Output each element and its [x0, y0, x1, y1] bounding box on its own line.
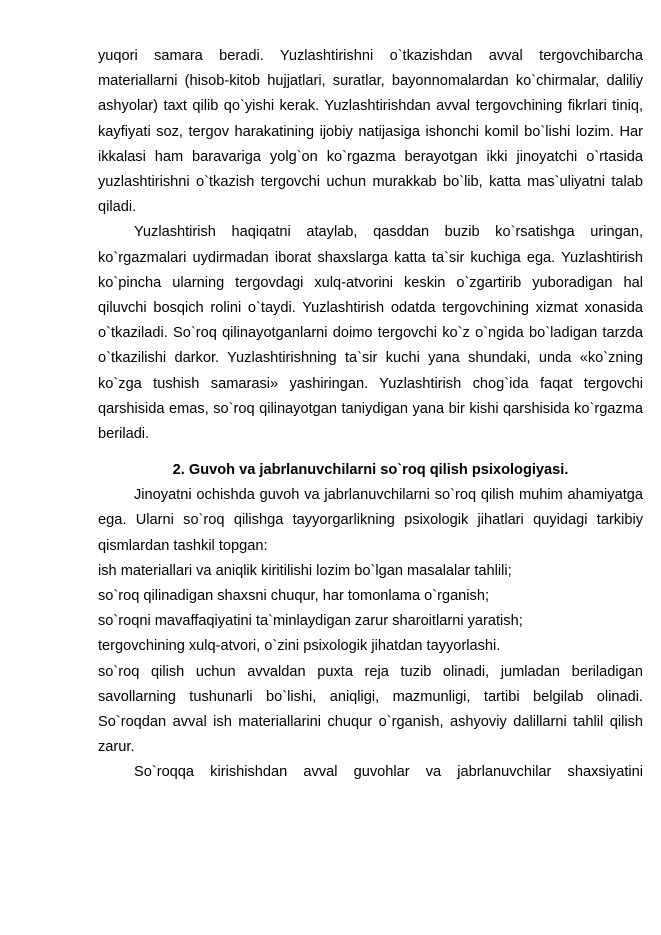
- paragraph-5: So`roqqa kirishishdan avval guvohlar va jabrlanuvchilar shaxsiyatini: [134, 764, 643, 781]
- paragraph-3: Jinoyatni ochishda guvoh va jabrlanuvchilarni so`roq qilish muhim ahamiyatga ega. Ularni so`roq qilishga tayyorgarlikning psixologik jihatlari quyidagi tarkibiy qismlardan tashkil topgan:: [98, 487, 643, 554]
- list-item-4: tergovchining xulq-atvori, o`zini psixologik jihatdan tayyorlashi.: [98, 638, 501, 655]
- paragraph-1: yuqori samara beradi. Yuzlashtirishni o`tkazishdan avval tergovchibarcha materiallarni (hisob-kitob hujjatlari, suratlar, bayonnomalardan ko`chirmalar, daliliy ashyolar) taxt qilib qo`yishi kerak. Yuzlashtirishdan avval tergovchining fikrlari tiniq, kayfiyati soz, tergov harakatining ijobiy natijasiga ishonchi komil bo`lishi lozim. Har ikkalasi ham baravariga yolg`on ko`rgazma berayotgan ikki jinoyatchi o`rtasida yuzlashtirishni o`tkazish tergovchi uchun murakkab bo`lib, katta mas`uliyatni talab qiladi.: [98, 48, 643, 216]
- paragraph-2: Yuzlashtirish haqiqatni ataylab, qasddan buzib ko`rsatishga uringan, ko`rgazmalari uydirmadan iborat shaxslarga katta ta`sir kuchiga ega. Yuzlashtirish ko`pincha ularning tergovdagi xulq-atvorini keskin o`zgartirib yuboradigan hal qiluvchi bosqich rolini o`taydi. Yuzlashtirish odatda tergovchining xizmat xonasida o`tkaziladi. So`roq qilinayotganlarni doimo tergovchi ko`z o`ngida bo`ladigan tarzda o`tkazilishi darkor. Yuzlashtirishning ta`sir kuchi yana shundaki, unda «ko`zning ko`zga tushish samarasi» yashiringan. Yuzlashtirish chog`ida faqat tergovchi qarshisida emas, so`roq qilinayotgan taniydigan yana bir kishi qarshisida ko`rgazma beriladi.: [98, 224, 643, 443]
- section-heading: 2. Guvoh va jabrlanuvchilarni so`roq qilish psixologiyasi.: [172, 462, 569, 479]
- list-item-1: ish materiallari va aniqlik kiritilishi lozim bo`lgan masalalar tahlili;: [98, 562, 512, 579]
- list-item-2: so`roq qilinadigan shaxsni chuqur, har tomonlama o`rganish;: [98, 588, 490, 605]
- list-item-3: so`roqni mavaffaqiyatini ta`minlaydigan zarur sharoitlarni yaratish;: [98, 613, 523, 630]
- document-page: [98, 44, 643, 786]
- paragraph-4: so`roq qilish uchun avvaldan puxta reja tuzib olinadi, jumladan beriladigan savollarning tushunarli bo`lishi, aniqligi, mazmunligi, tartibi belgilab olinadi. So`roqdan avval ish materiallarini chuqur o`rganish, ashyoviy dalillarni tahlil qilish zarur.: [98, 663, 643, 756]
